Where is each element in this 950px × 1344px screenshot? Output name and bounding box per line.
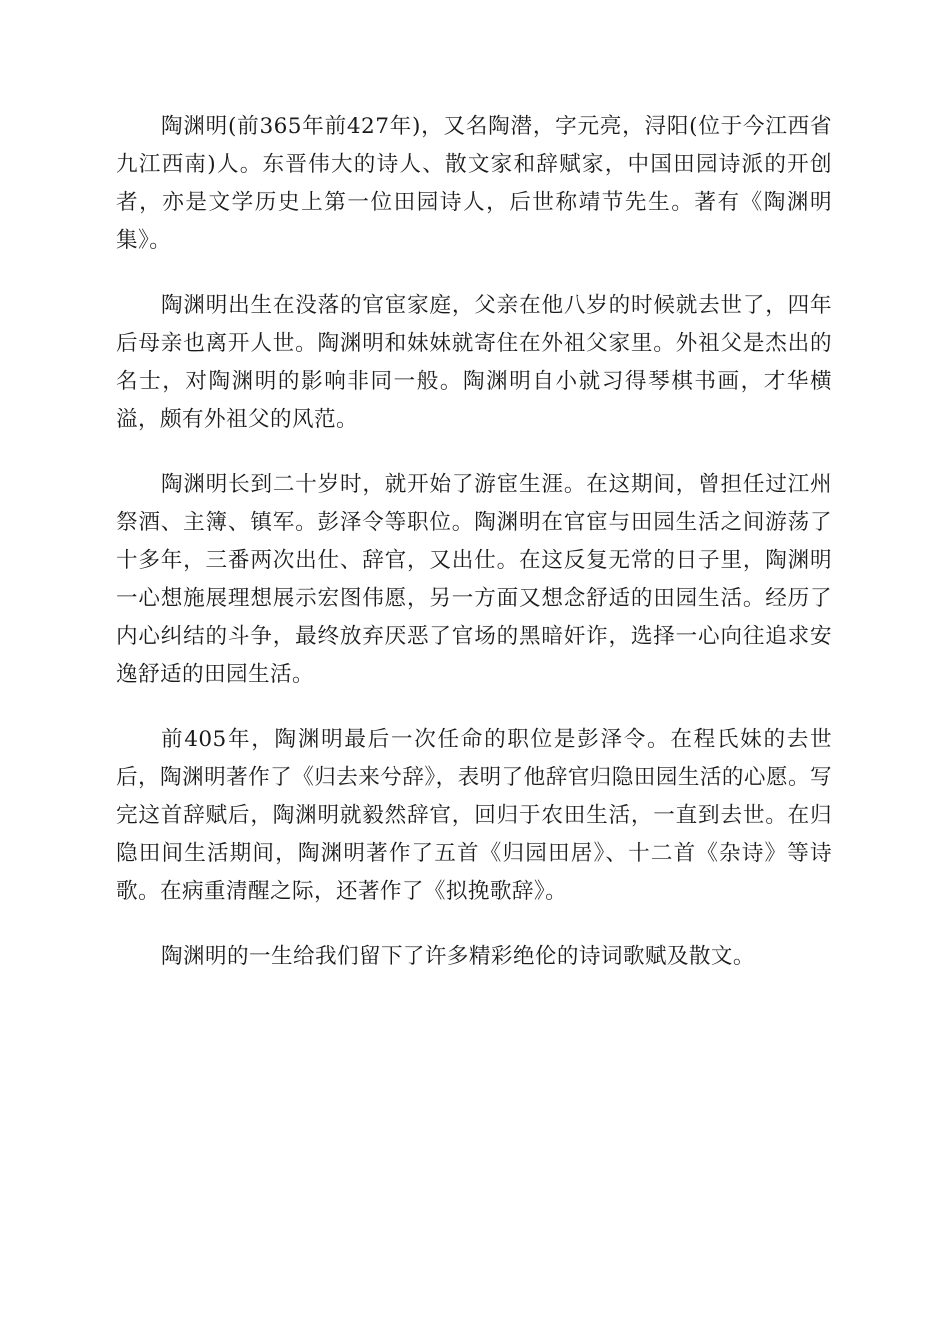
paragraph-intro: 陶渊明(前365年前427年)，又名陶潜，字元亮，浔阳(位于今江西省九江西南)人。东晋伟大的诗人、散文家和辞赋家，中国田园诗派的开创者，亦是文学历史上第一位田园诗人，后世称靖节先生。著有《陶渊明集》。 bbox=[116, 114, 832, 253]
document-body bbox=[116, 108, 832, 1003]
paragraph-conclusion: 陶渊明的一生给我们留下了许多精彩绝伦的诗词歌赋及散文。 bbox=[161, 944, 755, 969]
paragraph-official-career: 陶渊明长到二十岁时，就开始了游宦生涯。在这期间，曾担任过江州祭酒、主簿、镇军。彭泽令等职位。陶渊明在官宦与田园生活之间游荡了十多年，三番两次出仕、辞官，又出仕。在这反复无常的日子里，陶渊明一心想施展理想展示宏图伟愿，另一方面又想念舒适的田园生活。经历了内心纠结的斗争，最终放弃厌恶了官场的黑暗奸诈，选择一心向往追求安逸舒适的田园生活。 bbox=[116, 472, 832, 687]
paragraph-retirement: 前405年，陶渊明最后一次任命的职位是彭泽令。在程氏妹的去世后，陶渊明著作了《归去来兮辞》，表明了他辞官归隐田园生活的心愿。写完这首辞赋后，陶渊明就毅然辞官，回归于农田生活，一直到去世。在归隐田间生活期间，陶渊明著作了五首《归园田居》、十二首《杂诗》等诗歌。在病重清醒之际，还著作了《拟挽歌辞》。 bbox=[116, 727, 832, 904]
paragraph-childhood: 陶渊明出生在没落的官宦家庭，父亲在他八岁的时候就去世了，四年后母亲也离开人世。陶渊明和妹妹就寄住在外祖父家里。外祖父是杰出的名士，对陶渊明的影响非同一般。陶渊明自小就习得琴棋书画，才华横溢，颇有外祖父的风范。 bbox=[116, 293, 832, 432]
